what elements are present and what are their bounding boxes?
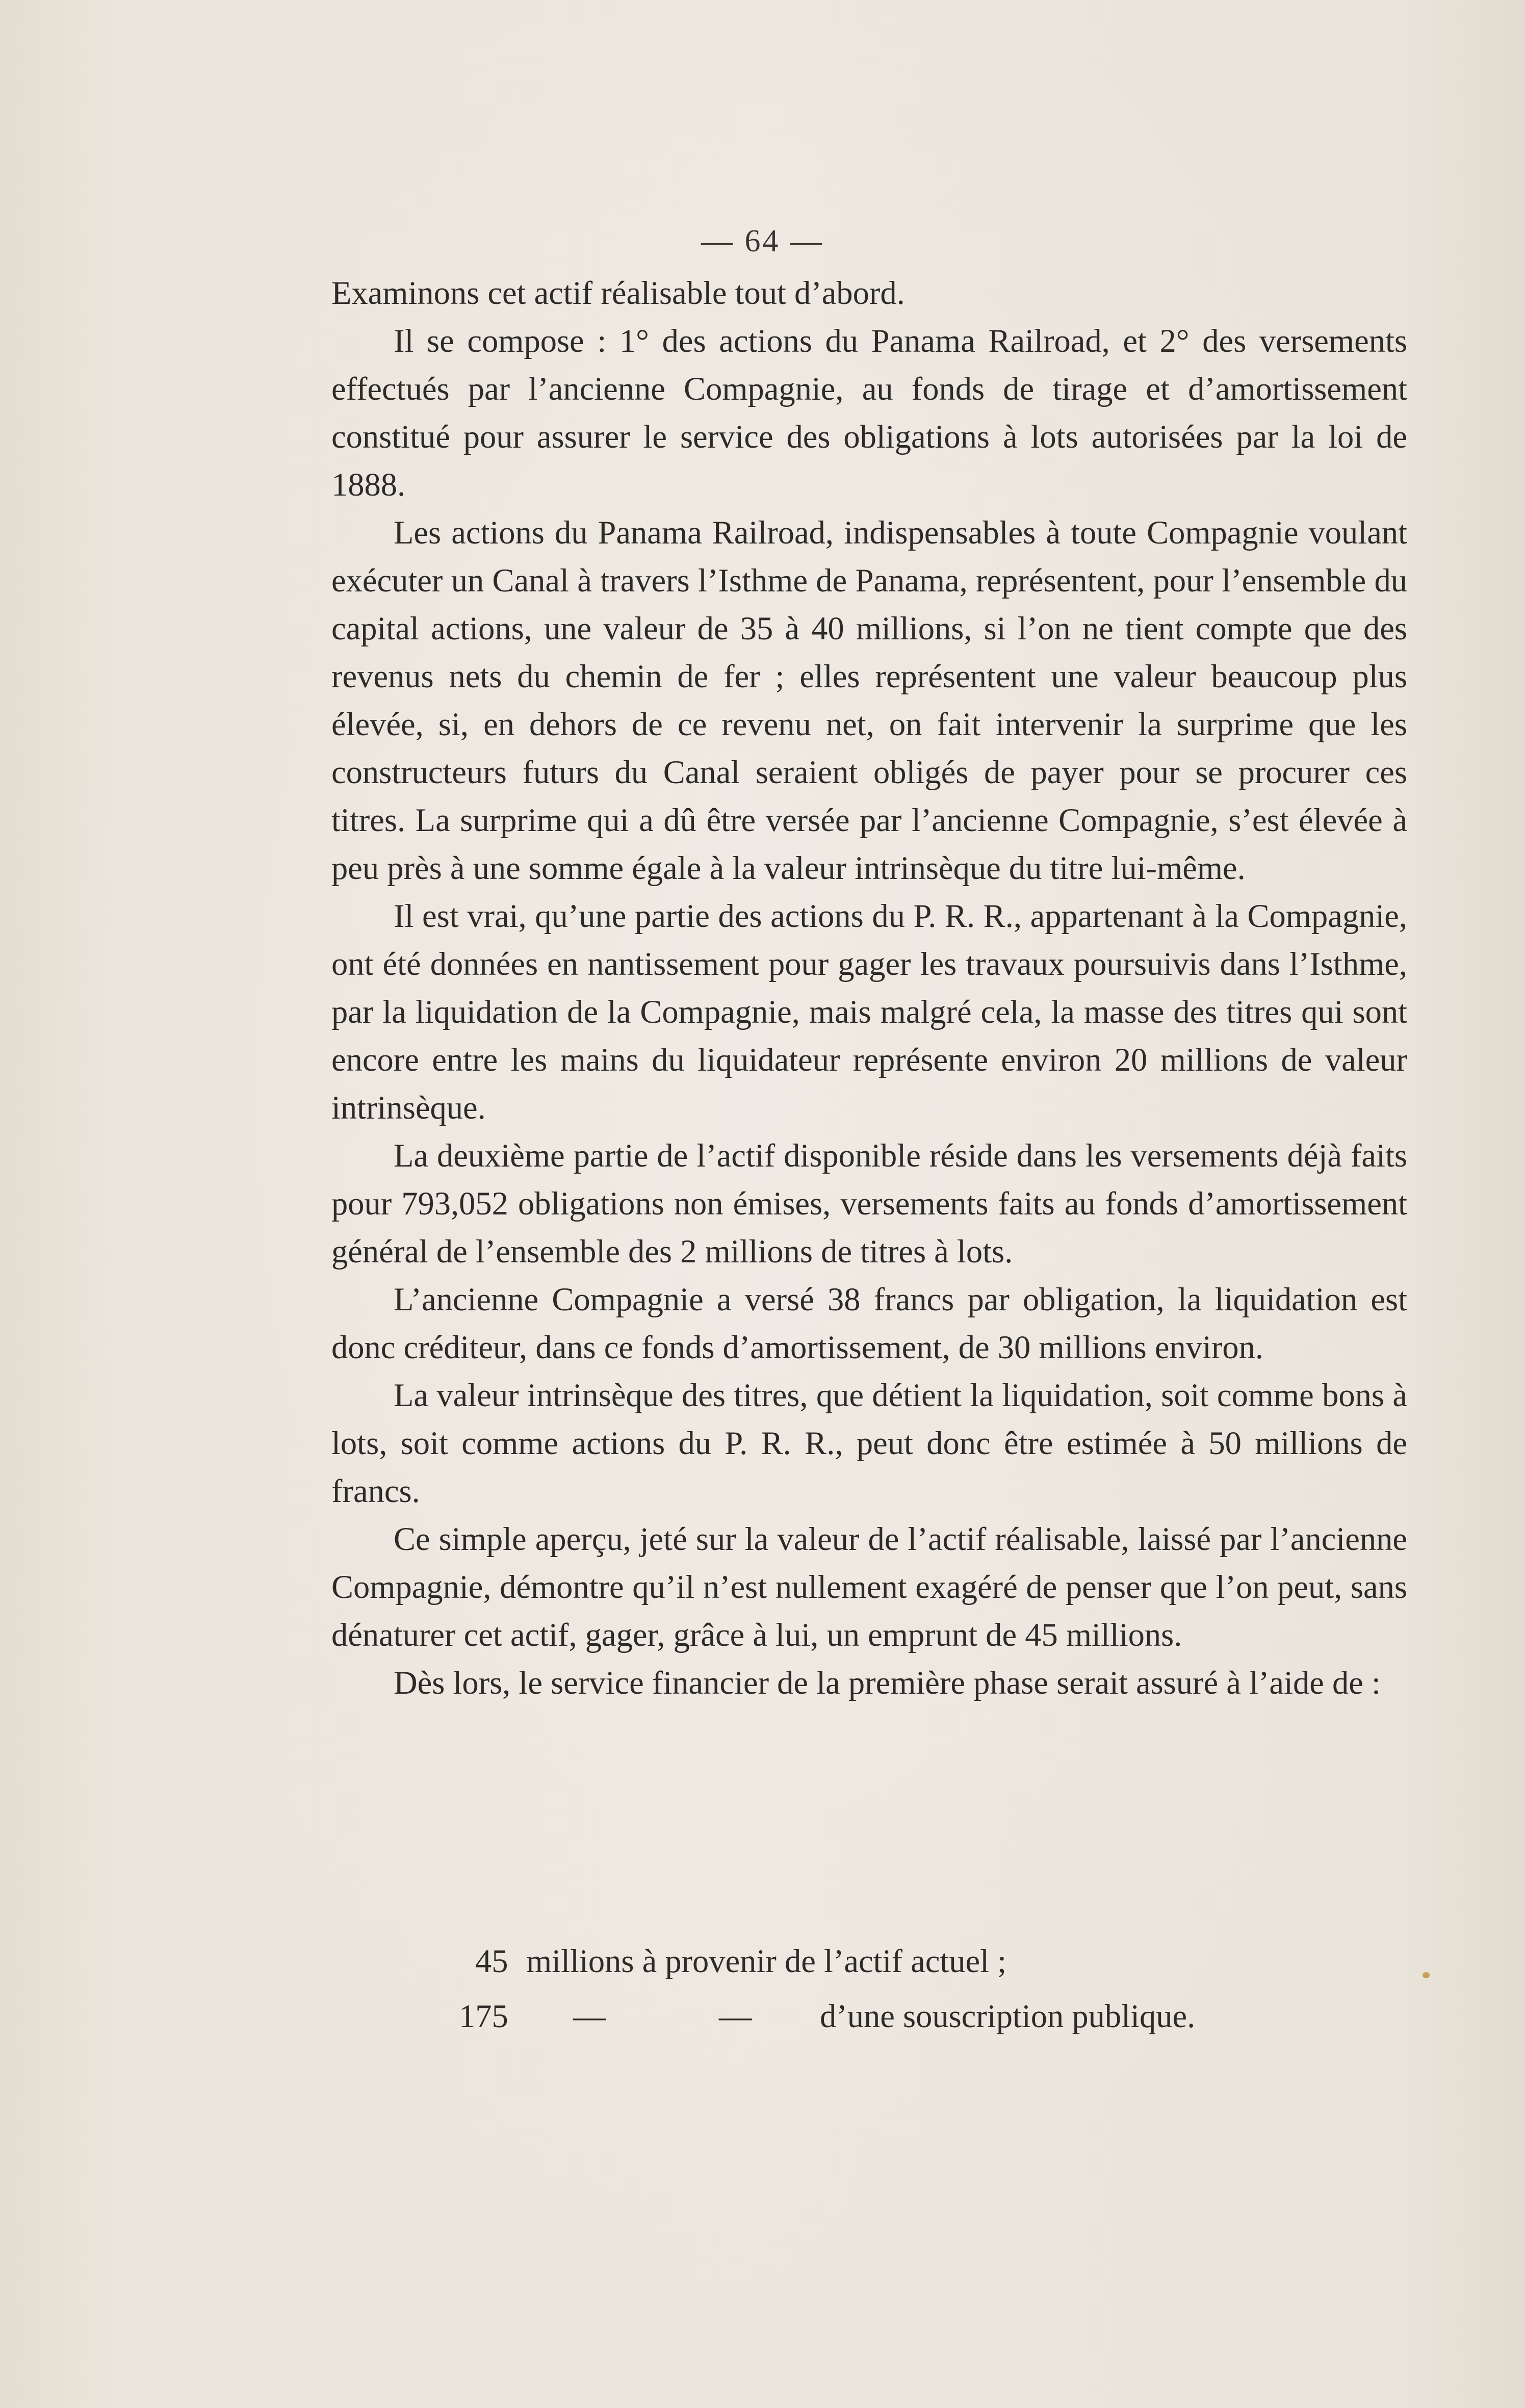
ditto-dash: — xyxy=(573,1998,606,2034)
paragraph-3: Les actions du Panama Railroad, indispensables à toute Compagnie voulant exécuter un Canal à travers l’Isthme de Panama, représentent, pour l’ensemble du capital actions, une valeur de 35 à 40 millions, si l’on ne tient compte que des revenus nets du chemin de fer ; elles représentent une valeur beaucoup plus élevée, si, en dehors de ce revenu net, on fait intervenir la surprime que les constructeurs futurs du Canal seraient obligés de payer pour se procurer ces titres. La surprime qui a dû être versée par l’ancienne Compagnie, s’est élevée à peu près à une somme égale à la valeur intrinsèque du titre lui-même. xyxy=(331,514,1407,886)
paragraph-2: Il se compose : 1° des actions du Panama Railroad, et 2° des versements effectués par l’ancienne Compagnie, au fonds de tirage et d’amortissement constitué pour assurer le service des obligations à lots autorisées par la loi de 1888. xyxy=(331,323,1407,503)
financing-row xyxy=(331,1943,1407,1998)
paragraph-4: Il est vrai, qu’une partie des actions du P. R. R., appartenant à la Compagnie, ont été données en nantissement pour gager les travaux poursuivis dans l’Isthme, par la liquidation de la Compagnie, mais malgré cela, la masse des titres qui sont encore entre les mains du liquidateur représente environ 20 millions de valeur intrinsèque. xyxy=(331,898,1407,1126)
financing-row xyxy=(331,1998,1407,2053)
paragraph-7: La valeur intrinsèque des titres, que détient la liquidation, soit comme bons à lots, soit comme actions du P. R. R., peut donc être estimée à 50 millions de francs. xyxy=(331,1377,1407,1509)
ditto-dash: — xyxy=(719,1998,752,2034)
financing-amount: 45 xyxy=(475,1943,508,1979)
paper-speck xyxy=(1423,1972,1430,1978)
paragraph-6: L’ancienne Compagnie a versé 38 francs par obligation, la liquidation est donc créditeur, dans ce fonds d’amortissement, de 30 millions environ. xyxy=(331,1281,1407,1365)
body-text xyxy=(331,269,1407,1707)
paragraph-5: La deuxième partie de l’actif disponible réside dans les versements déjà faits pour 793,052 obligations non émises, versements faits au fonds d’amortissement général de l’ensemble des 2 millions de titres à lots. xyxy=(331,1137,1407,1270)
financing-source: millions à provenir de l’actif actuel ; xyxy=(526,1943,1007,1979)
page-number: — 64 — xyxy=(701,224,824,258)
paragraph-1: Examinons cet actif réalisable tout d’abord. xyxy=(331,275,905,311)
paragraph-9: Dès lors, le service financier de la première phase serait assuré à l’aide de : xyxy=(394,1665,1381,1701)
financing-amount: 175 xyxy=(459,1998,508,2034)
paragraph-8: Ce simple aperçu, jeté sur la valeur de l’actif réalisable, laissé par l’ancienne Compagnie, démontre qu’il n’est nullement exagéré de penser que l’on peut, sans dénaturer cet actif, gager, grâce à lui, un emprunt de 45 millions. xyxy=(331,1521,1407,1653)
financing-list xyxy=(331,1943,1407,2053)
financing-source: d’une souscription publique. xyxy=(820,1998,1196,2034)
